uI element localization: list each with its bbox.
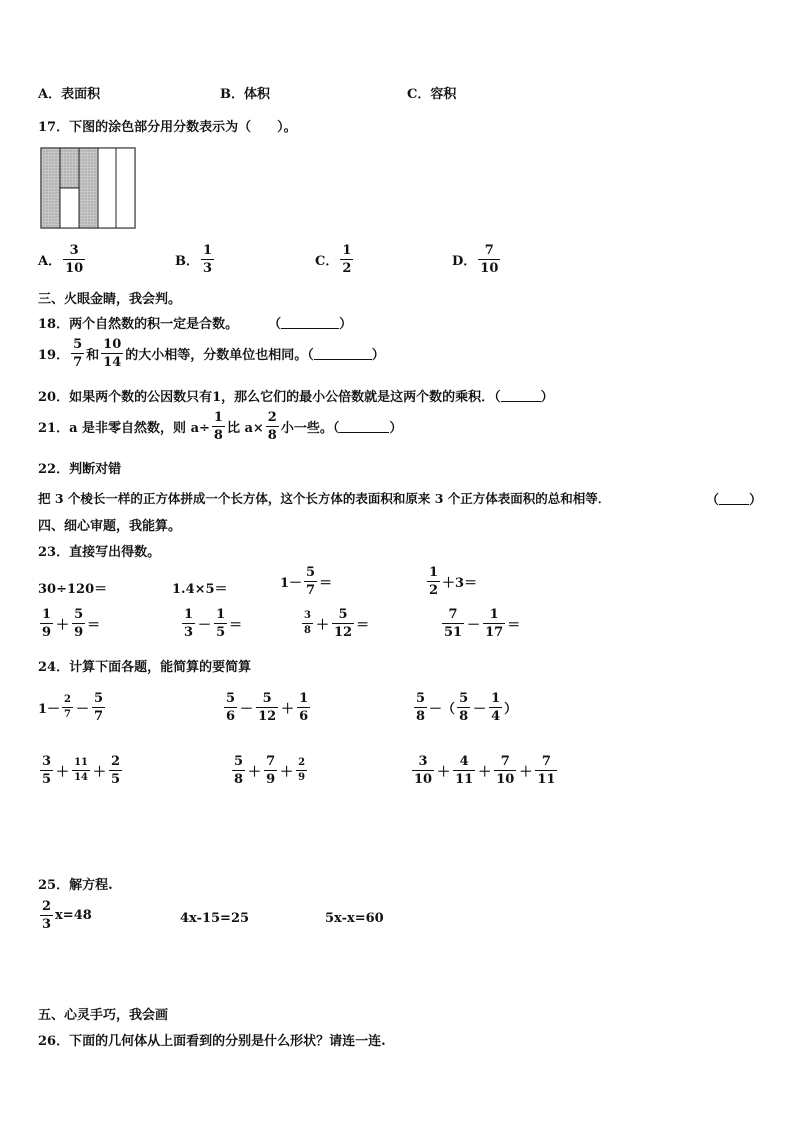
q25-e1-rest: x=48: [55, 908, 92, 923]
q24-e2-minus: －: [240, 702, 254, 717]
q24-expr-4: [38, 755, 124, 786]
q23-e7-plus: ＋: [315, 618, 329, 633]
q23-e6-eq: ＝: [229, 618, 243, 633]
q23-e7-num2: 5: [338, 607, 348, 622]
q24-expr-2: [222, 692, 312, 723]
q17-question: 17．下图的涂色部分用分数表示为（ ）。: [38, 120, 297, 135]
q19-f2-den: 14: [103, 355, 122, 370]
section-3-heading: 三、火眼金睛，我会判。: [38, 292, 182, 307]
q19-text: 的大小相等，分数单位也相同。（: [125, 348, 314, 363]
q24-e1-num1: 2: [64, 694, 72, 705]
q24-e3-num1: 5: [416, 691, 426, 706]
q21-text-c: 小一些。（: [280, 421, 340, 436]
q18-open-paren: （: [268, 317, 282, 332]
q24-e4-num2: 11: [74, 757, 88, 768]
q23-e8-den1: 51: [444, 625, 463, 640]
q22-text: 把 3 个棱长一样的正方体拼成一个长方体，这个长方体的表面积和原来 3 个正方体表面积的总和相等．: [38, 491, 611, 506]
q24-e2-den2: 12: [258, 709, 277, 724]
q24-e1-lead: 1－: [38, 702, 61, 717]
q23-expr-5: [38, 608, 100, 639]
q24-e6-plus2: ＋: [478, 765, 492, 780]
q24-e6-den2: 11: [455, 772, 474, 787]
q17-c-num: 1: [342, 243, 352, 258]
q16-option-a: A．表面积: [38, 87, 101, 102]
q23-expr-7: [300, 608, 369, 639]
q24-e5-num3: 2: [298, 757, 306, 768]
q19: [38, 338, 385, 369]
q18-close-paren: ）: [339, 317, 353, 332]
q23-e4-den: 2: [429, 583, 439, 598]
q23-e5-den1: 9: [42, 625, 52, 640]
q23-e8-den2: 17: [485, 625, 504, 640]
q17-option-c-letter: C．: [315, 254, 339, 269]
q20-close-paren: ）: [540, 390, 554, 405]
q23-e8-num2: 1: [489, 607, 499, 622]
q21-close-paren: ）: [389, 421, 403, 436]
q18-text: 18．两个自然数的积一定是合数。: [38, 317, 239, 332]
q24-e1-num2: 5: [94, 691, 104, 706]
q24-e3-den3: 4: [491, 709, 501, 724]
q19-number: 19．: [38, 348, 70, 363]
q23-e3-den: 7: [306, 583, 316, 598]
q24-e6-num1: 3: [418, 754, 428, 769]
q23-e5-den2: 9: [74, 625, 84, 640]
q24-expr-6: [410, 755, 559, 786]
q23-e5-num1: 1: [42, 607, 52, 622]
q17-option-c: [315, 244, 355, 275]
q24-e2-plus: ＋: [281, 702, 295, 717]
q17-a-den: 10: [65, 261, 84, 276]
q24-e6-num4: 7: [541, 754, 551, 769]
q17-a-num: 3: [69, 243, 79, 258]
q24-e3-den1: 8: [416, 709, 426, 724]
q17-b-num: 1: [203, 243, 213, 258]
q24-e5-num1: 5: [234, 754, 244, 769]
q23-e5-plus: ＋: [56, 618, 70, 633]
q23-e6-num2: 1: [216, 607, 226, 622]
q17-shaded-figure: [40, 147, 136, 229]
q23-e7-eq: ＝: [356, 618, 370, 633]
q17-option-a: [38, 244, 87, 275]
q23-e3-num: 5: [306, 565, 316, 580]
q24-e3-open: －（: [429, 702, 456, 717]
q24-e2-den1: 6: [226, 709, 236, 724]
q24-e4-den1: 5: [42, 772, 52, 787]
q17-option-d: [452, 244, 502, 275]
q24-e6-den1: 10: [414, 772, 433, 787]
q20-answer-blank[interactable]: [501, 389, 541, 402]
q20-text: 20．如果两个数的公因数只有1，那么它们的最小公倍数就是这两个数的乘积．（: [38, 390, 501, 405]
q26-question: 26．下面的几何体从上面看到的分别是什么形状？请连一连.: [38, 1034, 386, 1049]
q17-option-b: [175, 244, 216, 275]
q24-e4-plus2: ＋: [92, 765, 106, 780]
q23-expr-8: [440, 608, 520, 639]
q24-e1-den2: 7: [94, 709, 104, 724]
q24-e5-den2: 9: [266, 772, 276, 787]
q22-answer: [706, 489, 762, 508]
q25-equation-1: [38, 900, 92, 931]
q23-expr-1: 30÷120＝: [38, 582, 108, 597]
q23-e8-eq: ＝: [507, 618, 521, 633]
q23-expr-4: [425, 566, 477, 597]
q24-e2-num1: 5: [226, 691, 236, 706]
q24-e3-num3: 1: [491, 691, 501, 706]
q25-title: 25．解方程.: [38, 878, 113, 893]
q21-answer-blank[interactable]: [339, 420, 389, 433]
q22-answer-blank[interactable]: [719, 492, 749, 505]
q23-e7-num1: 3: [304, 610, 311, 621]
q23-e6-minus: －: [198, 618, 212, 633]
q23-expr-3-eq: ＝: [319, 576, 333, 591]
q24-e3-den2: 8: [459, 709, 469, 724]
q16-option-b: B．体积: [220, 87, 270, 102]
q21-text-a: 21．a 是非零自然数，则 a÷: [38, 421, 210, 436]
q24-e5-num2: 7: [266, 754, 276, 769]
q21-f2-num: 2: [267, 410, 277, 425]
q24-e4-plus1: ＋: [56, 765, 70, 780]
q24-e6-num3: 7: [500, 754, 510, 769]
q24-e6-den4: 11: [537, 772, 556, 787]
q23-e5-eq: ＝: [87, 618, 101, 633]
q24-e6-plus1: ＋: [437, 765, 451, 780]
q17-option-b-letter: B．: [175, 254, 199, 269]
q23-e4-num: 1: [429, 565, 439, 580]
q23-e6-den1: 3: [184, 625, 194, 640]
q24-e5-plus1: ＋: [248, 765, 262, 780]
q22-open-paren: （: [706, 493, 720, 508]
q23-e6-den2: 5: [216, 625, 226, 640]
q19-answer-blank[interactable]: [314, 347, 372, 360]
q25-equation-2: 4x-15=25: [180, 911, 250, 926]
q25-equation-3: 5x-x=60: [325, 911, 384, 926]
q23-e8-minus: －: [467, 618, 481, 633]
q19-f2-num: 10: [103, 337, 122, 352]
q24-e2-num3: 1: [299, 691, 309, 706]
q25-e1-den: 3: [42, 917, 52, 932]
q19-close-paren: ）: [371, 348, 385, 363]
q23-e8-num1: 7: [448, 607, 458, 622]
q22-title: 22．判断对错: [38, 462, 122, 477]
q23-e7-den1: 8: [304, 625, 311, 636]
q17-d-den: 10: [480, 261, 499, 276]
q21-f1-num: 1: [213, 410, 223, 425]
q23-e7-den2: 12: [333, 625, 353, 640]
q24-e2-num2: 5: [262, 691, 272, 706]
q18-answer-blank[interactable]: [281, 316, 339, 329]
q23-expr-3: [280, 566, 332, 597]
q17-d-num: 7: [484, 243, 494, 258]
q24-e5-den1: 8: [234, 772, 244, 787]
q24-e5-den3: 9: [298, 772, 306, 783]
q24-e6-den3: 10: [496, 772, 515, 787]
q23-e6-num1: 1: [184, 607, 194, 622]
q21: [38, 411, 402, 442]
q24-e3-minus: －: [473, 702, 487, 717]
q24-expr-5: [230, 755, 309, 786]
q25-e1-num: 2: [42, 899, 52, 914]
q24-e5-plus2: ＋: [280, 765, 294, 780]
q19-f1-den: 7: [73, 355, 83, 370]
q24-title: 24．计算下面各题，能简算的要简算: [38, 660, 252, 675]
q23-expr-2: 1.4×5＝: [172, 582, 228, 597]
q24-expr-1: [38, 692, 107, 723]
q24-e3-num2: 5: [459, 691, 469, 706]
q17-option-d-letter: D．: [452, 254, 477, 269]
q24-e6-num2: 4: [459, 754, 469, 769]
q17-c-den: 2: [342, 261, 352, 276]
q18: [38, 313, 352, 332]
section-4-heading: 四、细心审题，我能算。: [38, 519, 182, 534]
q21-f1-den: 8: [213, 428, 223, 443]
q24-e6-plus3: ＋: [519, 765, 533, 780]
q23-expr-4-tail: ＋3＝: [442, 576, 478, 591]
q24-e4-num3: 2: [111, 754, 121, 769]
q24-e4-den3: 5: [111, 772, 121, 787]
q24-e4-num1: 3: [42, 754, 52, 769]
q21-f2-den: 8: [267, 428, 277, 443]
q19-and: 和: [86, 348, 100, 363]
q24-e2-den3: 6: [299, 709, 309, 724]
q16-option-c: C．容积: [407, 87, 457, 102]
q24-expr-3: [412, 692, 517, 723]
q17-option-a-letter: A．: [38, 254, 62, 269]
q17-b-den: 3: [203, 261, 213, 276]
q19-f1-num: 5: [73, 337, 83, 352]
q23-expr-6: [180, 608, 242, 639]
q20: [38, 386, 554, 405]
q24-e4-den2: 14: [74, 772, 88, 783]
q24-e1-minus: －: [76, 702, 90, 717]
q23-expr-3-lead: 1－: [280, 576, 303, 591]
q23-title: 23．直接写出得数。: [38, 545, 161, 560]
q24-e3-close: ）: [504, 702, 518, 717]
q21-text-b: 比 a×: [226, 421, 264, 436]
q23-e5-num2: 5: [74, 607, 84, 622]
q24-e1-den1: 7: [64, 709, 72, 720]
q22-close-paren: ）: [749, 493, 763, 508]
section-5-heading: 五、心灵手巧，我会画: [38, 1008, 169, 1023]
